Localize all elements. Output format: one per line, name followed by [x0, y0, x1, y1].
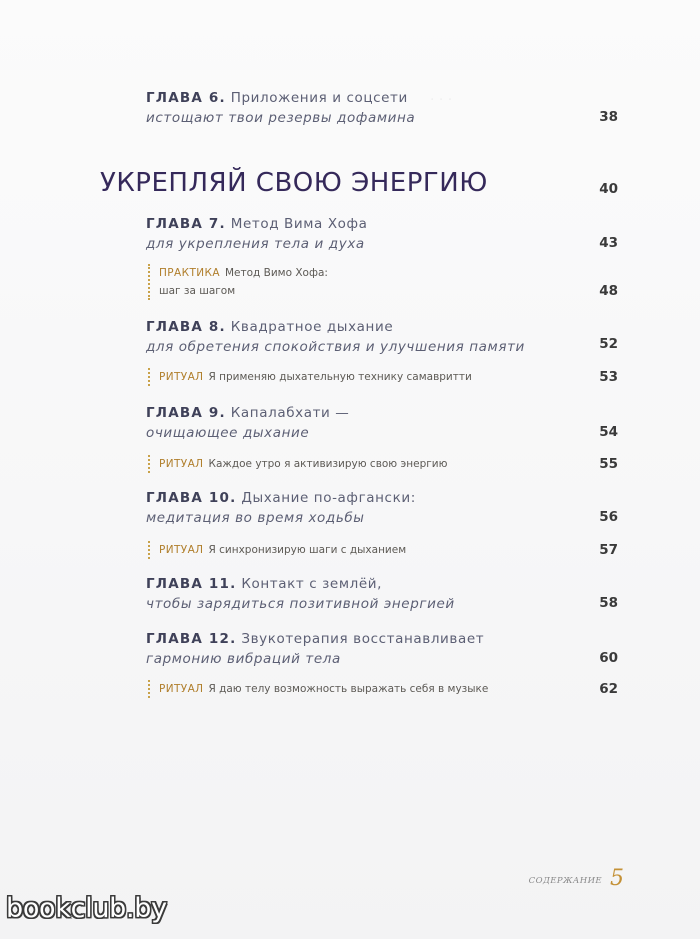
folio-page-number: 5	[610, 866, 624, 891]
chapter-label: ГЛАВА 8.	[146, 319, 226, 335]
subentry-kind: ПРАКТИКА	[159, 267, 220, 279]
site-watermark: bookclub.by	[6, 893, 167, 924]
page-number: 60	[599, 650, 618, 666]
section-title[interactable]: УКРЕПЛЯЙ СВОЮ ЭНЕРГИЮ	[100, 168, 488, 198]
toc-subentry-ritual[interactable]	[148, 541, 406, 559]
subentry-kind: РИТУАЛ	[159, 683, 204, 695]
chapter-title-line1: Дыхание по-афгански:	[241, 490, 416, 506]
chapter-label: ГЛАВА 7.	[146, 216, 226, 232]
subentry-text-line1: Метод Вимо Хофа:	[224, 267, 328, 279]
page-number: 52	[599, 336, 618, 352]
page-number: 53	[599, 369, 618, 385]
toc-subentry-ritual[interactable]	[148, 368, 472, 386]
chapter-title-line2: медитация во время ходьбы	[146, 510, 365, 526]
chapter-title-line1: Метод Вима Хофа	[230, 216, 368, 232]
chapter-label: ГЛАВА 9.	[146, 405, 226, 421]
page-number: 62	[599, 681, 618, 697]
toc-entry-chapter-6[interactable]	[146, 88, 618, 128]
page-number: 55	[599, 456, 618, 472]
chapter-title-line1: Квадратное дыхание	[230, 319, 394, 335]
subentry-kind: РИТУАЛ	[159, 371, 204, 383]
subentry-kind: РИТУАЛ	[159, 544, 204, 556]
chapter-title-line2: гармонию вибраций тела	[146, 651, 341, 667]
subentry-text: Я синхронизирую шаги с дыханием	[208, 544, 407, 556]
page-number: 56	[599, 509, 618, 525]
toc-subentry-practice[interactable]	[148, 264, 328, 300]
toc-subentry-ritual[interactable]	[148, 680, 488, 698]
chapter-title-line1: Контакт с землёй,	[241, 576, 383, 592]
chapter-title-line2: очищающее дыхание	[146, 425, 310, 441]
chapter-title-line1: Звукотерапия восстанавливает	[241, 631, 485, 647]
chapter-label: ГЛАВА 6.	[146, 90, 226, 106]
chapter-title-line2: для обретения спокойствия и улучшения памяти	[146, 339, 525, 355]
toc-entry-chapter-7[interactable]	[146, 214, 618, 254]
toc-entry-chapter-11[interactable]	[146, 574, 618, 614]
chapter-title-line1: Приложения и соцсети	[230, 90, 408, 106]
chapter-title-line2: истощают твои резервы дофамина	[146, 110, 416, 126]
page-number: 40	[599, 181, 618, 197]
subentry-text-line2: шаг за шагом	[159, 285, 236, 297]
subentry-text: Я даю телу возможность выражать себя в музыке	[208, 683, 489, 695]
chapter-label: ГЛАВА 11.	[146, 576, 237, 592]
subentry-text: Я применяю дыхательную технику самавритти	[208, 371, 472, 383]
chapter-title-line2: чтобы зарядиться позитивной энергией	[146, 596, 455, 612]
toc-subentry-ritual[interactable]	[148, 455, 447, 473]
chapter-label: ГЛАВА 10.	[146, 490, 237, 506]
chapter-label: ГЛАВА 12.	[146, 631, 237, 647]
toc-entry-chapter-12[interactable]	[146, 629, 618, 669]
page-number: 57	[599, 542, 618, 558]
page-number: 43	[599, 235, 618, 251]
toc-entry-chapter-8[interactable]	[146, 317, 618, 357]
toc-entry-chapter-9[interactable]	[146, 403, 618, 443]
page-number: 38	[599, 109, 618, 125]
subentry-kind: РИТУАЛ	[159, 458, 204, 470]
chapter-title-line2: для укрепления тела и духа	[146, 236, 365, 252]
running-footer-label: СОДЕРЖАНИЕ	[528, 876, 602, 886]
subentry-text: Каждое утро я активизирую свою энергию	[208, 458, 448, 470]
page-number: 58	[599, 595, 618, 611]
show-through-text: · · ·	[430, 92, 453, 108]
chapter-title-line1: Капалабхати —	[230, 405, 350, 421]
page-number: 54	[599, 424, 618, 440]
page-number: 48	[599, 283, 618, 299]
toc-entry-chapter-10[interactable]	[146, 488, 618, 528]
